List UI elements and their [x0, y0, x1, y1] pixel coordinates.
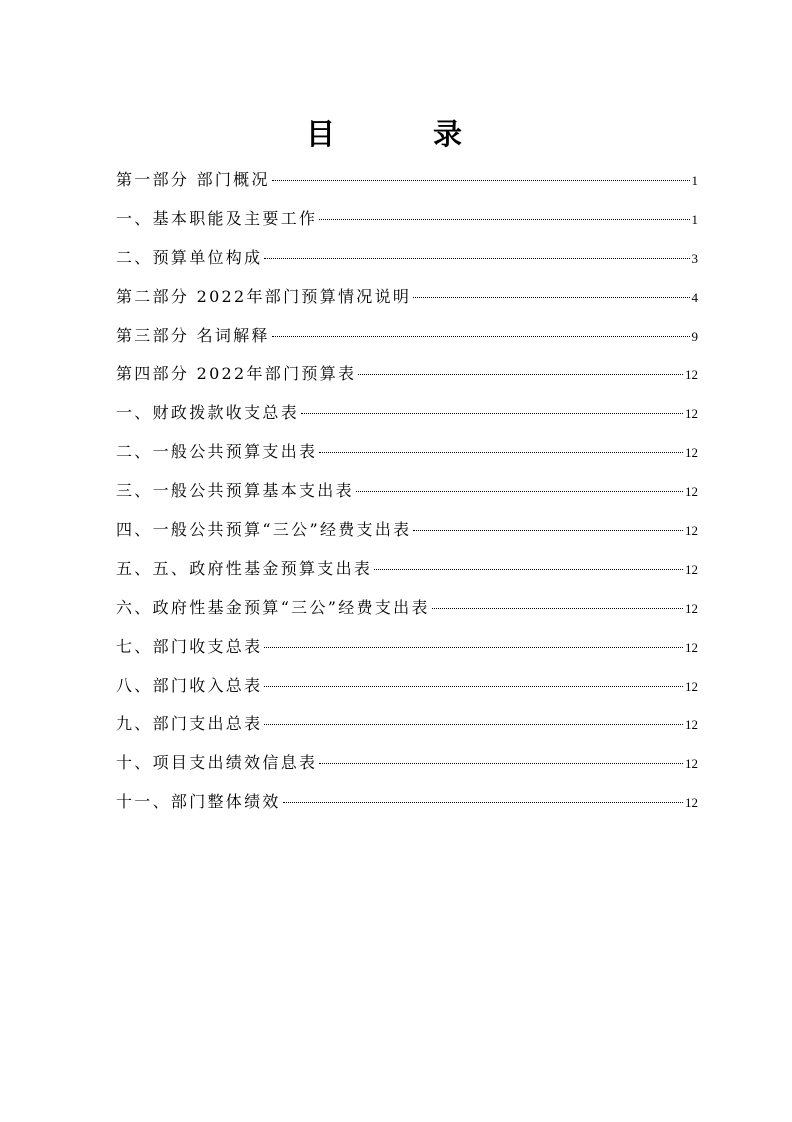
toc-entry[interactable]	[116, 317, 698, 356]
toc-dot-leader	[358, 374, 683, 375]
toc-dot-leader	[264, 724, 683, 725]
toc-entry-page-number: 1	[691, 211, 698, 227]
toc-entry-label: 二、预算单位构成	[116, 247, 263, 267]
toc-dot-leader	[301, 413, 683, 414]
toc-entry-page-number: 4	[691, 289, 698, 305]
toc-entry-page-number: 9	[691, 328, 698, 344]
toc-entry[interactable]	[116, 589, 698, 628]
toc-entry[interactable]	[116, 511, 698, 550]
toc-entry[interactable]	[116, 667, 698, 706]
toc-dot-leader	[413, 297, 689, 298]
toc-dot-leader	[413, 530, 683, 531]
toc-entry-label: 第二部分 2022年部门预算情况说明	[116, 286, 412, 306]
toc-dot-leader	[283, 802, 683, 803]
toc-entry[interactable]	[116, 239, 698, 278]
toc-dot-leader	[319, 763, 683, 764]
toc-entry-page-number: 12	[685, 639, 698, 655]
toc-entry[interactable]	[116, 433, 698, 472]
toc-entry-page-number: 12	[685, 600, 698, 616]
toc-dot-leader	[356, 491, 683, 492]
toc-entry-label: 一、基本职能及主要工作	[116, 208, 318, 228]
toc-entry-label: 四、一般公共预算“三公”经费支出表	[116, 520, 412, 540]
toc-entry-label: 第一部分 部门概况	[116, 170, 270, 189]
toc-entry-page-number: 12	[685, 445, 698, 461]
toc-entry-label: 第四部分 2022年部门预算表	[116, 364, 357, 384]
toc-dot-leader	[374, 569, 683, 570]
toc-entry[interactable]	[116, 161, 698, 200]
toc-entry-label: 一、财政拨款收支总表	[116, 403, 300, 423]
toc-entry[interactable]	[116, 744, 698, 783]
toc-dot-leader	[432, 608, 683, 609]
toc-entry-label: 六、政府性基金预算“三公”经费支出表	[116, 597, 430, 617]
toc-entry-page-number: 12	[685, 484, 698, 500]
toc-entry-page-number: 12	[685, 678, 698, 694]
toc-entry-label: 第三部分 名词解释	[116, 325, 270, 345]
toc-entry-page-number: 1	[691, 173, 698, 188]
table-of-contents	[116, 161, 698, 822]
toc-entry[interactable]	[116, 200, 698, 239]
toc-entry-label: 八、部门收入总表	[116, 675, 263, 695]
toc-entry[interactable]	[116, 355, 698, 394]
toc-entry-label: 七、部门收支总表	[116, 636, 263, 656]
toc-dot-leader	[264, 647, 683, 648]
toc-entry-page-number: 12	[685, 523, 698, 539]
toc-entry-label: 十、项目支出绩效信息表	[116, 753, 318, 773]
toc-dot-leader	[272, 336, 690, 337]
toc-dot-leader	[319, 219, 689, 220]
toc-entry-page-number: 12	[685, 367, 698, 383]
toc-entry-page-number: 12	[685, 795, 698, 811]
toc-entry-page-number: 12	[685, 756, 698, 772]
toc-entry-page-number: 12	[685, 561, 698, 577]
toc-entry[interactable]	[116, 783, 698, 822]
toc-entry-page-number: 12	[685, 406, 698, 422]
toc-entry[interactable]	[116, 628, 698, 667]
toc-entry-label: 五、五、政府性基金预算支出表	[116, 558, 373, 578]
toc-entry-page-number: 12	[685, 717, 698, 733]
toc-entry[interactable]	[116, 278, 698, 317]
toc-entry[interactable]	[116, 394, 698, 433]
toc-entry-label: 三、一般公共预算基本支出表	[116, 481, 354, 501]
toc-dot-leader	[272, 180, 690, 181]
toc-dot-leader	[264, 686, 683, 687]
toc-entry-label: 十一、部门整体绩效	[116, 792, 281, 812]
toc-dot-leader	[264, 258, 689, 259]
toc-entry[interactable]	[116, 705, 698, 744]
toc-entry-label: 二、一般公共预算支出表	[116, 442, 318, 462]
toc-entry[interactable]	[116, 550, 698, 589]
page-title: 目 录	[305, 117, 507, 151]
toc-entry[interactable]	[116, 472, 698, 511]
toc-entry-label: 九、部门支出总表	[116, 714, 263, 734]
toc-entry-page-number: 3	[691, 250, 698, 266]
toc-dot-leader	[319, 452, 683, 453]
